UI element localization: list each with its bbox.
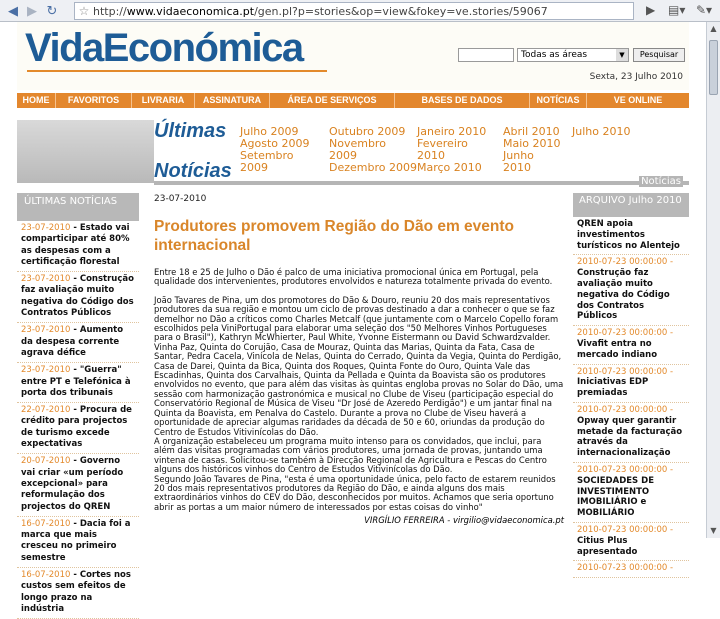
nav-livraria[interactable]: LIVRARIA [132, 93, 195, 108]
forward-arrow-icon[interactable]: ▶ [27, 3, 37, 19]
nav-ve-online[interactable]: VE ONLINE [613, 95, 663, 105]
month-link[interactable]: Janeiro 2010 [417, 125, 487, 138]
news-item[interactable]: 22-07-2010 - Procura de crédito para projectos de turismo excede expectativas [17, 403, 139, 454]
nav-noticias[interactable]: NOTÍCIAS [530, 93, 587, 108]
archive-item[interactable]: QREN apoia investimentos turísticos no Alentejo [573, 217, 689, 255]
latest-news-sidebar [17, 193, 139, 614]
refresh-icon[interactable]: ↻ [46, 3, 58, 19]
url-domain: www.vidaeconomica.pt [126, 4, 255, 18]
news-archive-band [154, 118, 689, 185]
archive-item[interactable]: 2010-07-23 00:00:00 - Vivafit entra no mercado indiano [573, 326, 689, 364]
latest-news-heading: ÚLTIMAS NOTÍCIAS [17, 193, 139, 221]
month-link[interactable]: Outubro 2009 [329, 125, 406, 138]
month-link[interactable]: Maio 2010 [503, 137, 561, 150]
news-item[interactable]: 23-07-2010 - Aumento da despesa corrente agrava défice [17, 323, 139, 363]
article-paragraph: A organização estabeleceu um programa muito intenso para os convidados, que inclui, para além das visitas programadas com vários produtores, uma jornada de provas, juntando uma vintena de casas. Solicitou-se também à Direcção Regional de Agricultura e Pescas do Centro alguns dos históricos vinhos do Centro de Estudos Vitivinícolas do Dão. [154, 435, 547, 475]
archive-item[interactable]: 2010-07-23 00:00:00 - Iniciativas EDP premiadas [573, 365, 689, 403]
url-path: /gen.pl?p=stories&op=view&fokey=ve.stories/59067 [254, 4, 548, 18]
month-link[interactable]: Setembro 2009 [240, 149, 294, 174]
archive-heading: ARQUIVO Julho 2010 [573, 193, 689, 217]
nav-home[interactable]: HOME [17, 93, 56, 108]
scroll-thumb[interactable] [709, 40, 718, 95]
month-link[interactable]: Julho 2009 [240, 125, 299, 138]
web-page [17, 22, 689, 614]
article-title: Produtores promovem Região do Dão em evento internacional [154, 218, 515, 254]
page-menu-icon[interactable]: ▤▾ [668, 3, 686, 17]
news-item[interactable]: 16-07-2010 - Cortes nos custos sem efeitos de longo prazo na indústria [17, 568, 139, 619]
site-logo[interactable]: VidaEconómica [25, 26, 303, 70]
main-nav [17, 93, 689, 108]
band-title-ultimas: Últimas [154, 120, 227, 142]
url-prefix: http:// [93, 4, 127, 18]
nav-bases-dados[interactable]: BASES DE DADOS [395, 93, 530, 108]
month-link[interactable]: Dezembro 2009 [329, 161, 417, 174]
month-link[interactable]: Junho 2010 [503, 149, 534, 174]
address-bar[interactable] [74, 2, 634, 20]
article-date: 23-07-2010 [154, 194, 207, 204]
month-link[interactable]: Julho 2010 [572, 125, 631, 138]
month-link[interactable]: Abril 2010 [503, 125, 560, 138]
tools-menu-icon[interactable]: ✎▾ [696, 3, 713, 17]
nav-favoritos[interactable]: FAVORITOS [56, 93, 132, 108]
search-area-select[interactable]: Todas as áreas ▼ [517, 48, 629, 62]
archive-item[interactable]: 2010-07-23 00:00:00 - SOCIEDADES DE INVESTIMENTO IMOBILIÁRIO e MOBILIÁRIO [573, 463, 689, 523]
news-item[interactable]: 20-07-2010 - Governo vai criar «um período excepcional» para reformulação dos projectos do QREN [17, 454, 139, 516]
logo-underline [27, 70, 327, 78]
search-input[interactable] [458, 48, 514, 62]
archive-sidebar [573, 193, 689, 574]
archive-item[interactable]: 2010-07-23 00:00:00 - Construção faz avaliação muito negativa do Código dos Contratos Públicos [573, 255, 689, 326]
browser-toolbar [0, 0, 720, 22]
back-arrow-icon[interactable]: ◀ [8, 3, 18, 19]
article-paragraph: João Tavares de Pina, um dos promotores do Dão & Douro, reuniu 20 dos mais representativos produtores da sua região e montou um ciclo de provas destinado a dar a conhecer o que se faz demelhor no Dão a críticos como Charles Metcalf (que juntamente com o Marcelo Copello foram escolhidos pela ViniPortugal para elaborar uma seleção dos "50 Melhores Vinhos Portugueses para o Brasil"), Kathryn McWhierter, Paul White, Yvonne Eistermann ou David Schwardzvalder. Vinha Paz, Quinta do Corujão, Casa de Mouraz, Quinta das Marias, Quinta da Fata, Casa de Santar, Pedra Cacela, Vinícola de Nelas, Quinta do Cerrado, Quinta da Vegia, Quinta do Perdigão, Casa de Darei, Quinta da Bica, Quinta dos Roques, Quinta Fonte do Ouro, Quinta Vale das Escadinhas, Quinta dos Carvalhais, Quinta da Pellada e Quinta da Boavista são os produtores envolvidos no evento, que para além das visitas às quintas engloba provas no Solar do Dão, uma sessão com harmonização gastronómica e musical no Clube de Viseu (participação especial do Conservatório Regional de Música de Viseu "Dr José de Azeredo Perdigão") e um jantar final na Quinta da Boavista, em Penalva do Castelo. Durante a prova no Clube de Viseu haverá a oportunidade de apreciar algumas raridades da década de 50 e 60, oriundas da produção do Centro de Estudos Vitivinícolas do Dão. [154, 294, 564, 437]
month-link[interactable]: Fevereiro 2010 [417, 137, 468, 162]
article [154, 193, 564, 538]
search-button[interactable]: Pesquisar [633, 48, 685, 62]
archive-item[interactable]: 2010-07-23 00:00:00 - Citius Plus apresentado [573, 523, 689, 561]
article-author: VIRGÍLIO FERREIRA - virgilio@vidaeconomica.pt [364, 515, 564, 526]
bookmark-star-icon[interactable]: ☆ [78, 4, 90, 18]
news-item[interactable]: 23-07-2010 - "Guerra" entre PT e Telefónica à porta dos tribunais [17, 363, 139, 403]
news-item[interactable]: 23-07-2010 - Construção faz avaliação muito negativa do Código dos Contratos Públicos [17, 272, 139, 323]
nav-area-servicos[interactable]: ÁREA DE SERVIÇOS [270, 93, 395, 108]
vertical-scrollbar[interactable] [706, 22, 720, 538]
archive-item[interactable]: 2010-07-23 00:00:00 - Opway quer garantir metade da facturação através da internacionalização [573, 403, 689, 463]
archive-band-left [17, 120, 154, 183]
go-arrow-icon[interactable]: ▶ [646, 3, 656, 17]
news-item[interactable]: 16-07-2010 - Dacia foi a marca que mais cresceu no primeiro semestre [17, 517, 139, 568]
article-paragraph: Entre 18 e 25 de Julho o Dão é palco de uma iniciativa promocional única em Portugal, pela qualidade dos intervenientes, produtores envolvidos e natureza totalmente privada do evento. [154, 267, 553, 287]
chevron-down-icon[interactable]: ▼ [616, 49, 628, 61]
nav-assinatura[interactable]: ASSINATURA [195, 93, 270, 108]
month-link[interactable]: Novembro 2009 [329, 137, 386, 162]
site-header [17, 22, 689, 90]
band-title-noticias: Notícias [154, 160, 232, 182]
month-link[interactable]: Agosto 2009 [240, 137, 310, 150]
article-paragraph: Segundo João Tavares de Pina, "esta é uma oportunidade única, pelo facto de estarem reunidos 20 dos mais representativos produtores da Região do Dão, e ainda alguns dos mais extraordinários vinhos do CEV do Dão, desconhecidos por muitos. Achamos que seria oportuno abrir as portas a um maior número de interessados por estas coisas do vinho" [154, 473, 556, 512]
current-date: Sexta, 23 Julho 2010 [589, 72, 683, 82]
news-item[interactable]: 23-07-2010 - Estado vai comparticipar até 80% as despesas com a certificação florestal [17, 221, 139, 272]
archive-item[interactable]: 2010-07-23 00:00:00 - [573, 561, 689, 578]
month-link[interactable]: Março 2010 [417, 161, 482, 174]
band-label: Notícias [641, 176, 681, 187]
scroll-up-arrow-icon[interactable]: ▲ [710, 24, 717, 33]
scroll-down-arrow-icon[interactable]: ▼ [710, 526, 717, 535]
